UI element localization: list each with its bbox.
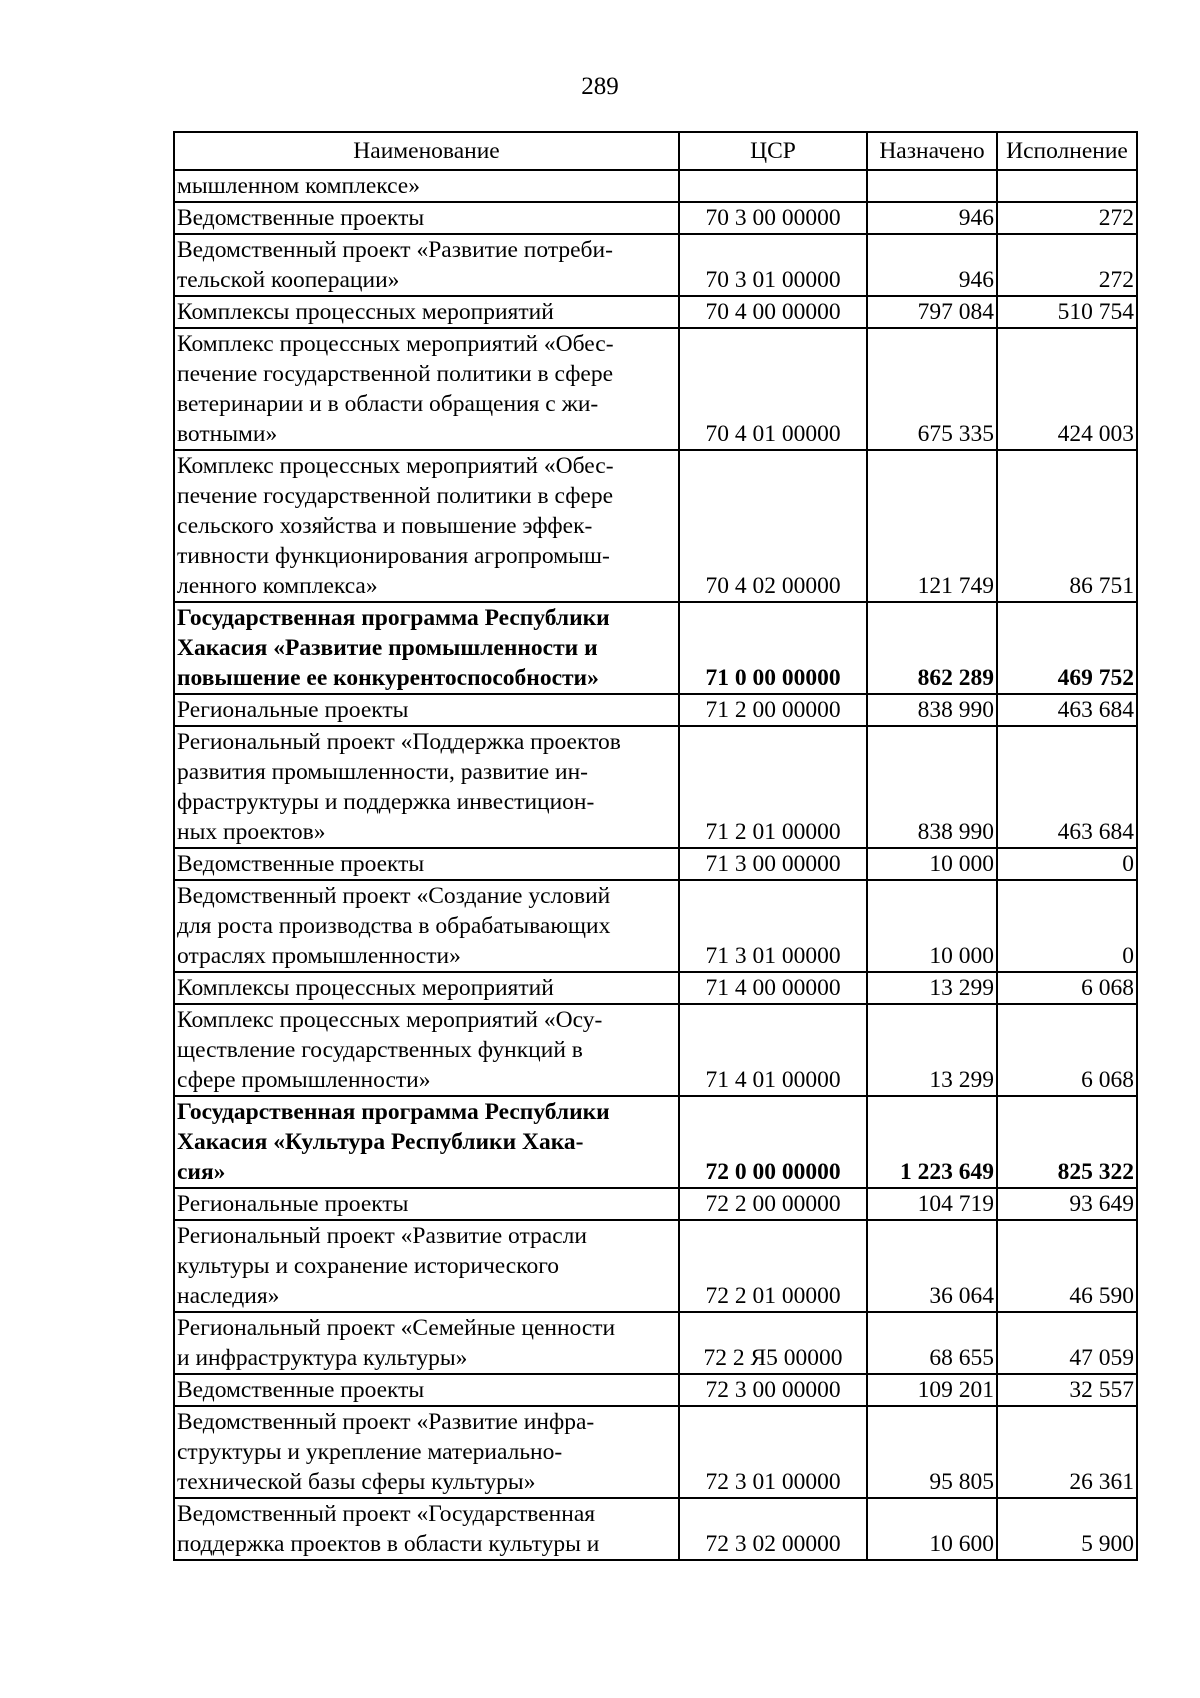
cell-csr: 72 3 02 00000 [679,1498,867,1560]
cell-csr: 72 3 01 00000 [679,1406,867,1498]
table-row [174,202,1137,234]
cell-executed: 424 003 [997,328,1137,450]
cell-csr: 70 4 02 00000 [679,450,867,602]
cell-csr: 71 3 01 00000 [679,880,867,972]
cell-executed: 47 059 [997,1312,1137,1374]
table-row [174,726,1137,848]
cell-executed: 32 557 [997,1374,1137,1406]
table-body [174,170,1137,1560]
cell-name: Региональный проект «Семейные ценности и инфраструктура культуры» [174,1312,679,1374]
table-row [174,1188,1137,1220]
cell-name: Государственная программа Республики Хакасия «Культура Республики Хака- сия» [174,1096,679,1188]
cell-assigned: 10 000 [867,880,997,972]
page-number: 289 [581,73,619,100]
table-row [174,1406,1137,1498]
cell-assigned: 797 084 [867,296,997,328]
table-row [174,880,1137,972]
table-row [174,1498,1137,1560]
cell-assigned: 109 201 [867,1374,997,1406]
cell-assigned: 675 335 [867,328,997,450]
cell-assigned: 1 223 649 [867,1096,997,1188]
cell-assigned: 946 [867,234,997,296]
cell-csr: 71 2 00 00000 [679,694,867,726]
cell-name: мышленном комплексе» [174,170,679,202]
cell-assigned: 946 [867,202,997,234]
cell-name: Комплекс процессных мероприятий «Обес- печение государственной политики в сфере ветеринарии и в области обращения с жи- вотными» [174,328,679,450]
cell-executed: 46 590 [997,1220,1137,1312]
cell-name: Ведомственный проект «Развитие потреби- тельской кооперации» [174,234,679,296]
cell-name: Ведомственные проекты [174,202,679,234]
cell-assigned: 838 990 [867,726,997,848]
cell-csr: 71 3 00 00000 [679,848,867,880]
table-row [174,296,1137,328]
cell-csr: 70 3 01 00000 [679,234,867,296]
cell-assigned: 104 719 [867,1188,997,1220]
cell-assigned: 10 600 [867,1498,997,1560]
cell-csr: 70 4 01 00000 [679,328,867,450]
cell-assigned: 95 805 [867,1406,997,1498]
cell-assigned [867,170,997,202]
cell-executed: 26 361 [997,1406,1137,1498]
table-row [174,848,1137,880]
cell-name: Региональные проекты [174,1188,679,1220]
table-row [174,328,1137,450]
table-row [174,972,1137,1004]
cell-assigned: 838 990 [867,694,997,726]
cell-executed: 469 752 [997,602,1137,694]
header-executed: Исполнение [997,132,1137,170]
cell-executed [997,170,1137,202]
cell-name: Ведомственный проект «Развитие инфра- структуры и укрепление материально- технической базы сферы культуры» [174,1406,679,1498]
header-csr: ЦСР [679,132,867,170]
cell-assigned: 68 655 [867,1312,997,1374]
cell-csr: 70 3 00 00000 [679,202,867,234]
cell-name: Региональные проекты [174,694,679,726]
cell-executed: 272 [997,202,1137,234]
cell-executed: 510 754 [997,296,1137,328]
cell-assigned: 13 299 [867,972,997,1004]
cell-name: Региональный проект «Развитие отрасли культуры и сохранение исторического наследия» [174,1220,679,1312]
cell-name: Ведомственный проект «Государственная поддержка проектов в области культуры и [174,1498,679,1560]
cell-csr: 71 2 01 00000 [679,726,867,848]
table-row [174,602,1137,694]
cell-name: Региональный проект «Поддержка проектов развития промышленности, развитие ин- фраструктуры и поддержка инвестицион- ных проектов» [174,726,679,848]
cell-executed: 272 [997,234,1137,296]
cell-executed: 0 [997,880,1137,972]
cell-csr: 72 2 01 00000 [679,1220,867,1312]
cell-executed: 6 068 [997,1004,1137,1096]
cell-name: Государственная программа Республики Хакасия «Развитие промышленности и повышение ее конкурентоспособности» [174,602,679,694]
cell-assigned: 121 749 [867,450,997,602]
header-name: Наименование [174,132,679,170]
budget-execution-table [173,131,1138,1561]
cell-name: Ведомственные проекты [174,1374,679,1406]
table-row [174,1004,1137,1096]
table-row [174,1220,1137,1312]
cell-name: Ведомственный проект «Создание условий для роста производства в обрабатывающих отраслях промышленности» [174,880,679,972]
cell-executed: 6 068 [997,972,1137,1004]
cell-assigned: 36 064 [867,1220,997,1312]
cell-name: Ведомственные проекты [174,848,679,880]
cell-csr: 72 3 00 00000 [679,1374,867,1406]
cell-csr: 72 2 00 00000 [679,1188,867,1220]
cell-executed: 93 649 [997,1188,1137,1220]
cell-csr: 72 0 00 00000 [679,1096,867,1188]
cell-name: Комплекс процессных мероприятий «Осу- ществление государственных функций в сфере промышленности» [174,1004,679,1096]
cell-assigned: 862 289 [867,602,997,694]
header-assigned: Назначено [867,132,997,170]
table-row [174,1096,1137,1188]
cell-executed: 0 [997,848,1137,880]
table-row [174,170,1137,202]
cell-csr: 72 2 Я5 00000 [679,1312,867,1374]
cell-executed: 86 751 [997,450,1137,602]
table-row [174,234,1137,296]
cell-csr: 70 4 00 00000 [679,296,867,328]
cell-executed: 463 684 [997,726,1137,848]
table-row [174,694,1137,726]
table-row [174,1312,1137,1374]
cell-csr [679,170,867,202]
table-header-row [174,132,1137,170]
cell-csr: 71 0 00 00000 [679,602,867,694]
cell-csr: 71 4 01 00000 [679,1004,867,1096]
cell-executed: 825 322 [997,1096,1137,1188]
cell-executed: 463 684 [997,694,1137,726]
table-row [174,1374,1137,1406]
cell-assigned: 13 299 [867,1004,997,1096]
cell-name: Комплексы процессных мероприятий [174,972,679,1004]
cell-assigned: 10 000 [867,848,997,880]
cell-name: Комплексы процессных мероприятий [174,296,679,328]
cell-name: Комплекс процессных мероприятий «Обес- печение государственной политики в сфере сельского хозяйства и повышение эффек- тивности функционирования агропромыш- ленного комплекса» [174,450,679,602]
cell-csr: 71 4 00 00000 [679,972,867,1004]
cell-executed: 5 900 [997,1498,1137,1560]
table-row [174,450,1137,602]
